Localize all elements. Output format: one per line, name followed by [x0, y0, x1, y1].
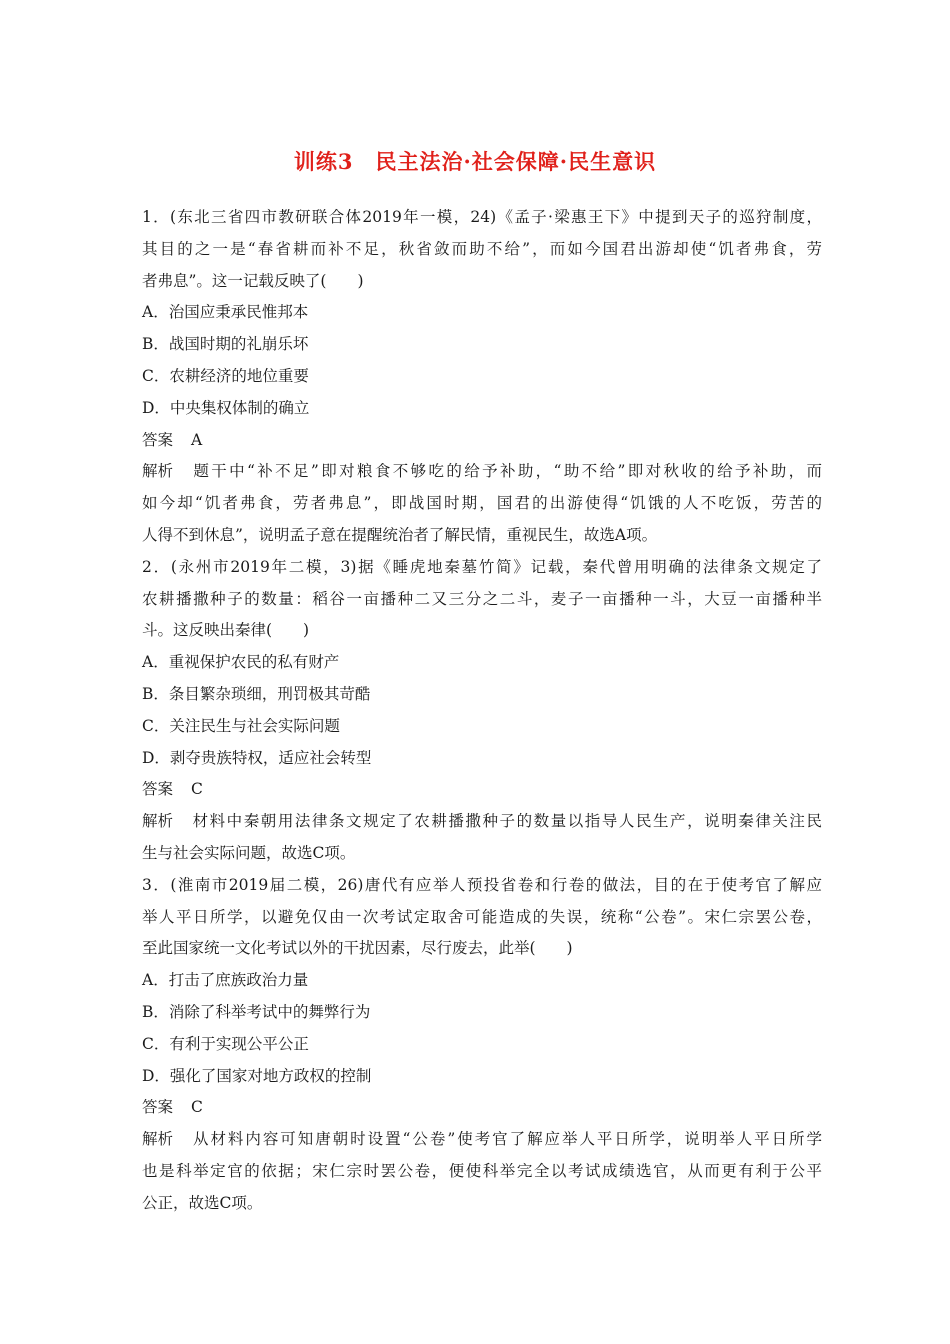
page-title: 训练3 民主法治·社会保障·民生意识 — [293, 149, 657, 174]
option-b: B．条目繁杂琐细，刑罚极其苛酷 — [142, 684, 371, 703]
option-c: C．关注民生与社会实际问题 — [142, 716, 340, 735]
analysis-line — [142, 1124, 822, 1156]
option-a: A．重视保护农民的私有财产 — [142, 653, 340, 672]
option-c: C．农耕经济的地位重要 — [142, 366, 309, 385]
analysis-line — [142, 456, 822, 488]
answer-row — [142, 425, 822, 457]
analysis-line: 如今却“饥者弗食，劳者弗息”，即战国时期，国君的出游使得“饥饿的人不吃饭，劳苦的 — [142, 494, 822, 513]
answer-value: C — [191, 1098, 203, 1117]
option-a: A．治国应秉承民惟邦本 — [142, 303, 309, 322]
question-list — [142, 202, 822, 1220]
option-b: B．消除了科举考试中的舞弊行为 — [142, 1002, 371, 1021]
analysis-line — [142, 806, 822, 838]
analysis-line: 生与社会实际问题，故选C项。 — [142, 843, 356, 862]
question-stem-line: 2．(永州市2019年二模，3)据《睡虎地秦墓竹简》记载，秦代曾用明确的法律条文规定了 — [142, 557, 822, 576]
question-2 — [142, 552, 822, 870]
answer-value: C — [191, 780, 203, 799]
option-c: C．有利于实现公平公正 — [142, 1034, 309, 1053]
answer-row — [142, 774, 822, 806]
answer-label: 答案 — [142, 430, 174, 449]
analysis-text: 材料中秦朝用法律条文规定了农耕播撒种子的数量以指导人民生产，说明秦律关注民 — [191, 812, 822, 831]
option-b: B．战国时期的礼崩乐坏 — [142, 335, 309, 354]
analysis-line: 公正，故选C项。 — [142, 1193, 263, 1212]
question-3 — [142, 870, 822, 1220]
answer-value: A — [191, 430, 203, 449]
option-d: D．强化了国家对地方政权的控制 — [142, 1066, 372, 1085]
question-stem-line: 农耕播撒种子的数量：稻谷一亩播种二又三分之二斗，麦子一亩播种一斗，大豆一亩播种半 — [142, 589, 822, 608]
option-d: D．剥夺贵族特权，适应社会转型 — [142, 748, 372, 767]
answer-label: 答案 — [142, 780, 174, 799]
question-stem-line: 斗。这反映出秦律( ) — [142, 621, 310, 640]
analysis-line: 也是科举定官的依据；宋仁宗时罢公卷，便使科举完全以考试成绩选官，从而更有利于公平 — [142, 1161, 822, 1180]
analysis-text: 题干中“补不足”即对粮食不够吃的给予补助，“助不给”即对秋收的给予补助，而 — [191, 462, 822, 481]
analysis-text: 从材料内容可知唐朝时设置“公卷”使考官了解应举人平日所学，说明举人平日所学 — [191, 1130, 822, 1149]
question-stem-line: 其目的之一是“春省耕而补不足，秋省敛而助不给”，而如今国君出游却使“饥者弗食，劳 — [142, 239, 822, 258]
question-stem-line: 者弗息”。这一记载反映了( ) — [142, 271, 364, 290]
answer-row — [142, 1092, 822, 1124]
question-1 — [142, 202, 822, 552]
option-d: D．中央集权体制的确立 — [142, 398, 310, 417]
analysis-label: 解析 — [142, 462, 174, 481]
question-stem-line: 1．(东北三省四市教研联合体2019年一模，24)《孟子·梁惠王下》中提到天子的巡狩制度， — [142, 208, 822, 226]
answer-label: 答案 — [142, 1098, 174, 1117]
question-stem-line: 至此国家统一文化考试以外的干扰因素，尽行废去，此举( ) — [142, 939, 573, 958]
question-stem-line: 3．(淮南市2019届二模，26)唐代有应举人预投省卷和行卷的做法，目的在于使考官了解应 — [142, 875, 822, 894]
option-a: A．打击了庶族政治力量 — [142, 971, 309, 990]
question-stem-line: 举人平日所学，以避免仅由一次考试定取舍可能造成的失误，统称“公卷”。宋仁宗罢公卷， — [142, 907, 822, 926]
analysis-line: 人得不到休息”，说明孟子意在提醒统治者了解民情，重视民生，故选A项。 — [142, 525, 658, 544]
analysis-label: 解析 — [142, 1130, 174, 1149]
analysis-label: 解析 — [142, 812, 174, 831]
